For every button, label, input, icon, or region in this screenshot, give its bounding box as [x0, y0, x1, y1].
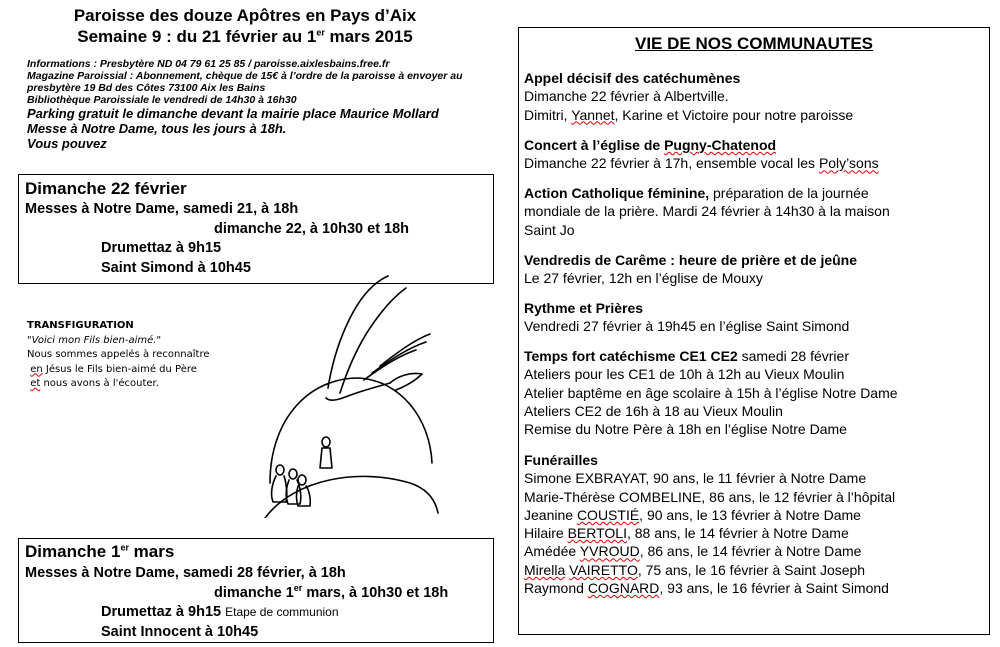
- section-concert: [524, 136, 984, 173]
- funeral-surname: COUSTIÉ: [576, 506, 640, 523]
- transfiguration-quote: "Voici mon Fils bien-aimé.": [27, 334, 162, 346]
- transfiguration-illustration: [240, 268, 440, 518]
- section-catholic-action: [524, 184, 984, 239]
- section-catechumens-line-2: [524, 106, 984, 124]
- section-lent-fridays-line-1: Le 27 février, 12h en l’église de Mouxy: [524, 270, 763, 287]
- info-library: Bibliothèque Paroissiale le vendredi de 14h30 à 16h30: [27, 94, 297, 106]
- communion-note: Etape de communion: [225, 605, 339, 619]
- funeral-firstname: Hilaire: [524, 525, 568, 542]
- section-catechism-line-1: Ateliers pour les CE1 de 10h à 12h au Vieux Moulin: [524, 366, 845, 383]
- section-catholic-action-heading: [524, 184, 984, 202]
- sunday-22-sunday-line: dimanche 22, à 10h30 et 18h: [214, 221, 410, 237]
- info-block: [27, 58, 497, 151]
- transfiguration-line-2: [27, 363, 247, 378]
- sunday-22-drumettaz: Drumettaz à 9h15: [101, 240, 222, 256]
- section-funerals-heading: Funérailles: [524, 452, 598, 468]
- catechism-heading-rest: samedi 28 février: [737, 348, 849, 364]
- info-presbytery: Informations : Presbytère ND 04 79 61 25 85 / paroisse.aixlesbains.free.fr: [27, 58, 390, 70]
- standing-figure-head: [322, 437, 330, 447]
- sunday-1-march-saint-innocent: Saint Innocent à 10h45: [101, 624, 259, 640]
- concert-heading-pre: Concert à l’église de: [524, 137, 665, 153]
- transfiguration-title: TRANSFIGURATION: [27, 320, 134, 331]
- sunday-1-march-sunday-sup: er: [293, 583, 303, 594]
- info-parking: Parking gratuit le dimanche devant la mairie place Maurice Mollard: [27, 106, 439, 121]
- sunday-1-march-heading-sup: er: [120, 542, 129, 553]
- section-catechism: [524, 347, 984, 438]
- section-concert-heading: [524, 136, 984, 154]
- funeral-entry: [524, 561, 984, 579]
- section-catechumens-heading: Appel décisif des catéchumènes: [524, 70, 741, 86]
- section-funerals: [524, 451, 984, 597]
- transfiguration-word-et: et: [30, 378, 41, 389]
- concert-line-pre: Dimanche 22 février à 17h, ensemble vocal les: [524, 155, 819, 172]
- title-line-1: Paroisse des douze Apôtres en Pays d’Aix: [73, 6, 417, 25]
- catechumen-names-pre: Dimitri,: [524, 106, 572, 123]
- info-you-can: Vous pouvez: [27, 136, 107, 151]
- section-catechumens: [524, 69, 984, 124]
- transfiguration-word-en: en: [30, 363, 43, 375]
- funeral-entry: [524, 506, 984, 524]
- catholic-action-heading-bold: Action Catholique féminine,: [524, 185, 710, 201]
- section-catechism-line-2: Atelier baptême en âge scolaire à 15h à l’église Notre Dame: [524, 384, 898, 401]
- section-catholic-action-line-2: Saint Jo: [524, 221, 575, 238]
- section-concert-line-1: [524, 154, 984, 172]
- transfiguration-line-1: Nous sommes appelés à reconnaître: [27, 349, 210, 360]
- info-magazine-address: presbytère 19 Bd des Côtes 73100 Aix les Bains: [27, 82, 266, 94]
- sunday-1-march-sunday-line: [214, 584, 448, 603]
- title-sup: er: [316, 27, 325, 38]
- sunday-1-march-heading-pre: Dimanche 1: [25, 542, 121, 561]
- section-catholic-action-line-1: mondiale de la prière. Mardi 24 février à 14h30 à la maison: [524, 203, 890, 220]
- funeral-entry: [524, 579, 984, 597]
- funeral-surname: YVROUD: [579, 543, 640, 560]
- sunday-1-march-heading-post: mars: [128, 542, 175, 561]
- section-lent-fridays-heading: Vendredis de Carême : heure de prière et de jeûne: [524, 252, 858, 268]
- funeral-details: , 90 ans, le 13 février à Notre Dame: [639, 506, 861, 523]
- section-lent-fridays: [524, 251, 984, 288]
- section-catechism-line-4: Remise du Notre Père à 18h en l’église Notre Dame: [524, 421, 847, 438]
- funeral-firstname: Mirella: [524, 561, 566, 578]
- catechumen-name-yannet: Yannet: [571, 106, 615, 123]
- sunday-1-march-box: [18, 538, 494, 643]
- info-magazine: Magazine Paroissial : Abonnement, chèque de 15€ à l’ordre de la paroisse à envoyer au: [27, 70, 463, 82]
- section-catechism-line-3: Ateliers CE2 de 16h à 18 au Vieux Moulin: [524, 402, 783, 419]
- title-end: mars 2015: [324, 27, 413, 46]
- sunday-1-march-mass-line: Messes à Notre Dame, samedi 28 février, à 18h: [25, 565, 346, 581]
- funeral-entry: [524, 542, 984, 560]
- section-rhythm-prayers-line-1: Vendredi 27 février à 19h45 en l’église Saint Simond: [524, 318, 850, 335]
- transfiguration-block: [27, 319, 247, 392]
- section-catechumens-line-1: Dimanche 22 février à Albertville.: [524, 88, 729, 105]
- concert-ensemble-name: Poly’sons: [818, 155, 879, 172]
- funeral-firstname: Raymond: [524, 580, 588, 597]
- sunday-22-mass-line: Messes à Notre Dame, samedi 21, à 18h: [25, 201, 299, 217]
- title-line-2: [10, 26, 480, 47]
- hand-outline: [328, 276, 388, 388]
- info-daily-mass: Messe à Notre Dame, tous les jours à 18h.: [27, 121, 287, 136]
- section-catechism-heading: [524, 347, 984, 365]
- funeral-details: , 93 ans, le 16 février à Saint Simond: [659, 580, 889, 597]
- transfiguration-line-2-rest: Jésus le Fils bien-aimé du Père: [42, 363, 197, 375]
- sunday-1-march-drumettaz-text: Drumettaz à 9h15: [101, 604, 222, 620]
- funeral-surname: COGNARD: [587, 580, 660, 597]
- catechumen-names-post: , Karine et Victoire pour notre paroisse: [614, 106, 854, 123]
- funeral-entry: [524, 524, 984, 542]
- transfiguration-line-3: [27, 377, 247, 392]
- page-title: [10, 5, 480, 47]
- section-rhythm-prayers-heading: Rythme et Prières: [524, 300, 644, 316]
- catechism-heading-bold: Temps fort catéchisme CE1 CE2: [524, 348, 738, 364]
- funeral-firstname: Amédée: [524, 543, 580, 560]
- funeral-entry: Marie-Thérèse COMBELINE, 86 ans, le 12 février à l’hôpital: [524, 488, 896, 505]
- transfiguration-line-3-rest: nous avons à l'écouter.: [40, 378, 159, 389]
- catholic-action-heading-rest: préparation de la journée: [709, 185, 869, 201]
- funeral-details: , 75 ans, le 16 février à Saint Joseph: [637, 561, 866, 578]
- halo-arc: [270, 378, 432, 483]
- funeral-entry: Simone EXBRAYAT, 90 ans, le 11 février à Notre Dame: [524, 470, 867, 487]
- funeral-surname: VAIRETTO: [569, 561, 638, 578]
- sunday-1-march-sunday-pre: dimanche 1: [214, 585, 294, 601]
- sunday-1-march-sunday-post: mars, à 10h30 et 18h: [302, 585, 449, 601]
- section-rhythm-prayers: [524, 299, 984, 336]
- funeral-details: , 86 ans, le 14 février à Notre Dame: [639, 543, 862, 560]
- title-week: Semaine 9 : du 21 février au 1: [77, 27, 317, 46]
- hill-line: [265, 476, 438, 518]
- funeral-details: , 88 ans, le 14 février à Notre Dame: [626, 525, 849, 542]
- concert-heading-place: Pugny-Chatenod: [664, 137, 777, 153]
- sunday-1-march-drumettaz: [101, 603, 339, 622]
- community-title: VIE DE NOS COMMUNAUTES: [634, 34, 874, 53]
- community-box: [518, 27, 990, 635]
- sunday-22-saint-simond: Saint Simond à 10h45: [101, 260, 251, 276]
- sunday-22-heading: Dimanche 22 février: [25, 179, 187, 198]
- funeral-firstname: Jeanine: [524, 506, 577, 523]
- funeral-surname: BERTOLI: [567, 525, 627, 542]
- sunday-1-march-heading: [25, 541, 174, 562]
